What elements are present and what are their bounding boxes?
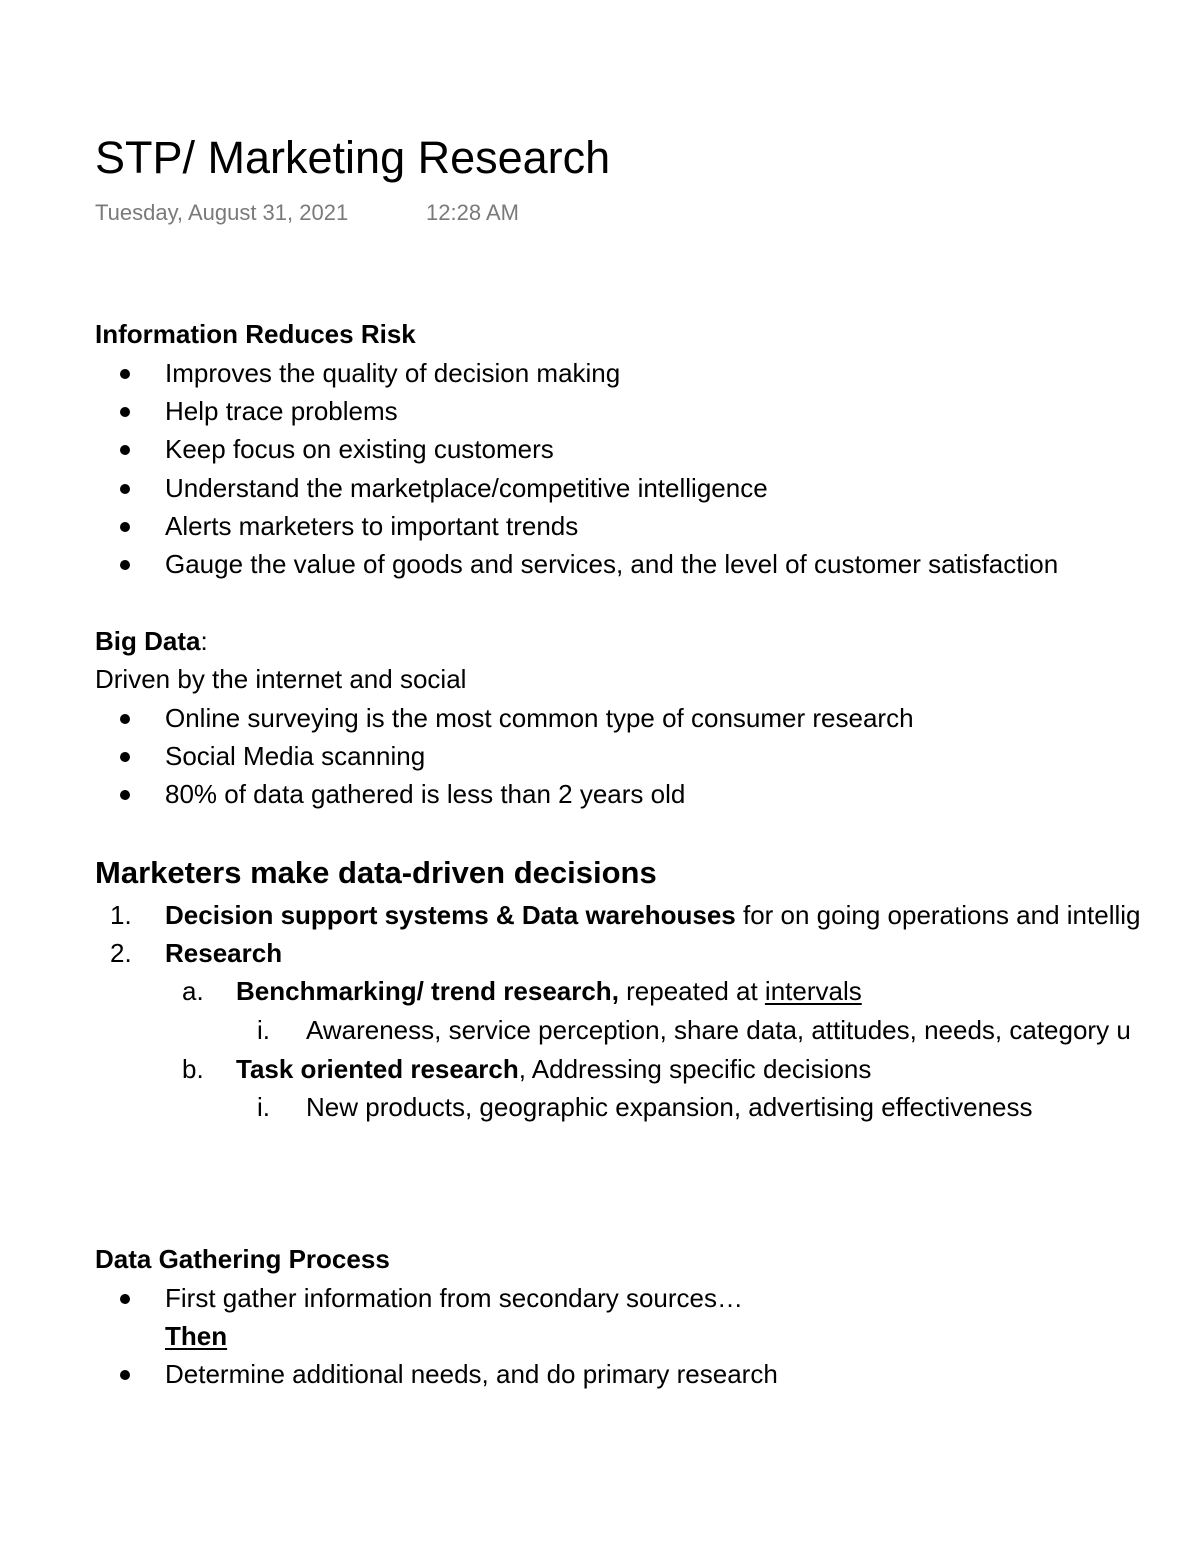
bullet-dot [120, 407, 130, 417]
bigdata-heading-line [95, 625, 208, 657]
marketers-heading: Marketers make data-driven decisions [95, 855, 657, 890]
info-bullet-1: Improves the quality of decision making [165, 358, 621, 388]
info-bullet-3: Keep focus on existing customers [165, 434, 554, 464]
bullet-dot [120, 522, 130, 532]
marketers-item-1 [165, 899, 1140, 931]
page-time: 12:28 AM [426, 200, 519, 225]
marketers-item-2: Research [165, 938, 283, 968]
marketers-item-2b [236, 1053, 871, 1085]
item-2a-underlined: intervals [764, 976, 862, 1006]
bigdata-heading: Big Data [95, 626, 201, 656]
info-bullet-4: Understand the marketplace/competitive intelligence [165, 473, 768, 503]
bigdata-intro: Driven by the internet and social [95, 664, 467, 694]
gathering-bullet-1: First gather information from secondary sources… [165, 1283, 743, 1313]
marketers-item-2a-i: Awareness, service perception, share data, attitudes, needs, category u [306, 1015, 1131, 1045]
list-marker-2: 2. [110, 938, 132, 968]
page-title: STP/ Marketing Research [95, 132, 611, 183]
item-1-bold: Decision support systems & Data warehouses [165, 900, 736, 930]
item-2a-bold: Benchmarking/ trend research, [236, 976, 619, 1006]
item-1-rest: for on going operations and intellig [735, 900, 1141, 930]
marketers-item-2a [236, 975, 862, 1007]
bigdata-bullet-3: 80% of data gathered is less than 2 years old [165, 779, 686, 809]
bullet-dot [120, 790, 130, 800]
bigdata-bullet-1: Online surveying is the most common type of consumer research [165, 703, 914, 733]
gathering-heading: Data Gathering Process [95, 1244, 390, 1274]
info-heading: Information Reduces Risk [95, 319, 416, 349]
list-marker-b: b. [182, 1054, 204, 1084]
info-bullet-2: Help trace problems [165, 396, 398, 426]
item-2a-rest: repeated at [618, 976, 765, 1006]
item-2b-rest: , Addressing specific decisions [518, 1054, 872, 1084]
gathering-bullet-2: Determine additional needs, and do primary research [165, 1359, 778, 1389]
info-bullet-5: Alerts marketers to important trends [165, 511, 579, 541]
list-marker-a: a. [182, 976, 204, 1006]
gathering-then: Then [165, 1321, 228, 1351]
bullet-dot [120, 1370, 130, 1380]
list-marker-i: i. [257, 1015, 270, 1045]
bigdata-heading-colon: : [200, 626, 208, 656]
bullet-dot [120, 560, 130, 570]
bullet-dot [120, 445, 130, 455]
item-2b-bold: Task oriented research [236, 1054, 519, 1084]
bullet-dot [120, 1294, 130, 1304]
bullet-dot [120, 369, 130, 379]
marketers-item-2b-i: New products, geographic expansion, advertising effectiveness [306, 1092, 1033, 1122]
bullet-dot [120, 714, 130, 724]
list-marker-i: i. [257, 1092, 270, 1122]
bullet-dot [120, 484, 130, 494]
bigdata-bullet-2: Social Media scanning [165, 741, 426, 771]
bullet-dot [120, 752, 130, 762]
info-bullet-6: Gauge the value of goods and services, and the level of customer satisfaction [165, 549, 1059, 579]
list-marker-1: 1. [110, 900, 132, 930]
page-date: Tuesday, August 31, 2021 [95, 200, 349, 225]
